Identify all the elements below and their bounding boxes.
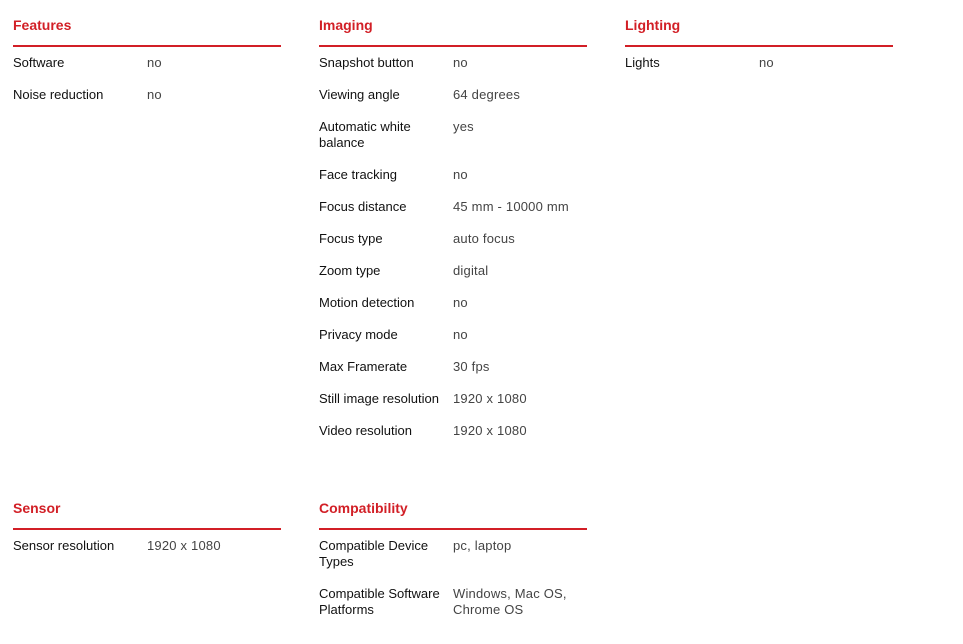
spec-value: 30 fps (453, 359, 490, 374)
spec-label: Focus distance (319, 199, 407, 214)
spec-value: 1920 x 1080 (453, 391, 527, 406)
sensor-section (13, 499, 281, 570)
spec-value: 1920 x 1080 (453, 423, 527, 438)
spec-row (319, 167, 587, 183)
spec-value: no (147, 87, 162, 102)
spec-row (319, 359, 587, 375)
spec-row (13, 55, 281, 71)
spec-row (319, 231, 587, 247)
spec-row (319, 391, 587, 407)
section-title: Compatibility (319, 500, 408, 516)
spec-row (319, 538, 587, 570)
spec-value: Windows, Mac OS, Chrome OS (453, 586, 567, 617)
section-title: Imaging (319, 17, 373, 33)
spec-label: Focus type (319, 231, 383, 246)
spec-value: auto focus (453, 231, 515, 246)
spec-value: no (453, 55, 468, 70)
spec-value: digital (453, 263, 489, 278)
imaging-section (319, 16, 587, 455)
spec-value: no (147, 55, 162, 70)
spec-label: Lights (625, 55, 660, 70)
spec-label: Compatible Software Platforms (319, 586, 440, 617)
spec-label: Noise reduction (13, 87, 104, 102)
spec-value: no (453, 327, 468, 342)
spec-row (319, 263, 587, 279)
compatibility-section (319, 499, 587, 634)
spec-label: Viewing angle (319, 87, 400, 102)
spec-value: no (759, 55, 774, 70)
spec-label: Automatic white balance (319, 119, 411, 150)
spec-row (13, 538, 281, 554)
spec-row (319, 295, 587, 311)
section-title: Features (13, 17, 72, 33)
lighting-section (625, 16, 893, 87)
spec-value: no (453, 167, 468, 182)
spec-row (625, 55, 893, 71)
spec-row (319, 119, 587, 151)
spec-label: Software (13, 55, 65, 70)
spec-label: Max Framerate (319, 359, 408, 374)
spec-row (319, 87, 587, 103)
spec-row (319, 423, 587, 439)
spec-label: Motion detection (319, 295, 415, 310)
section-title: Lighting (625, 17, 681, 33)
spec-value: 64 degrees (453, 87, 521, 102)
spec-value: no (453, 295, 468, 310)
spec-label: Zoom type (319, 263, 381, 278)
spec-label: Snapshot button (319, 55, 414, 70)
spec-label: Face tracking (319, 167, 398, 182)
spec-value: pc, laptop (453, 538, 512, 553)
spec-label: Compatible Device Types (319, 538, 429, 569)
spec-label: Sensor resolution (13, 538, 115, 553)
section-title: Sensor (13, 500, 61, 516)
features-section (13, 16, 281, 119)
spec-label: Privacy mode (319, 327, 398, 342)
spec-label: Still image resolution (319, 391, 439, 406)
spec-value: 45 mm - 10000 mm (453, 199, 569, 214)
spec-value: 1920 x 1080 (147, 538, 221, 553)
spec-label: Video resolution (319, 423, 412, 438)
spec-row (319, 199, 587, 215)
spec-row (319, 327, 587, 343)
spec-row (13, 87, 281, 103)
spec-row (319, 55, 587, 71)
spec-row (319, 586, 587, 618)
spec-value: yes (453, 119, 474, 134)
